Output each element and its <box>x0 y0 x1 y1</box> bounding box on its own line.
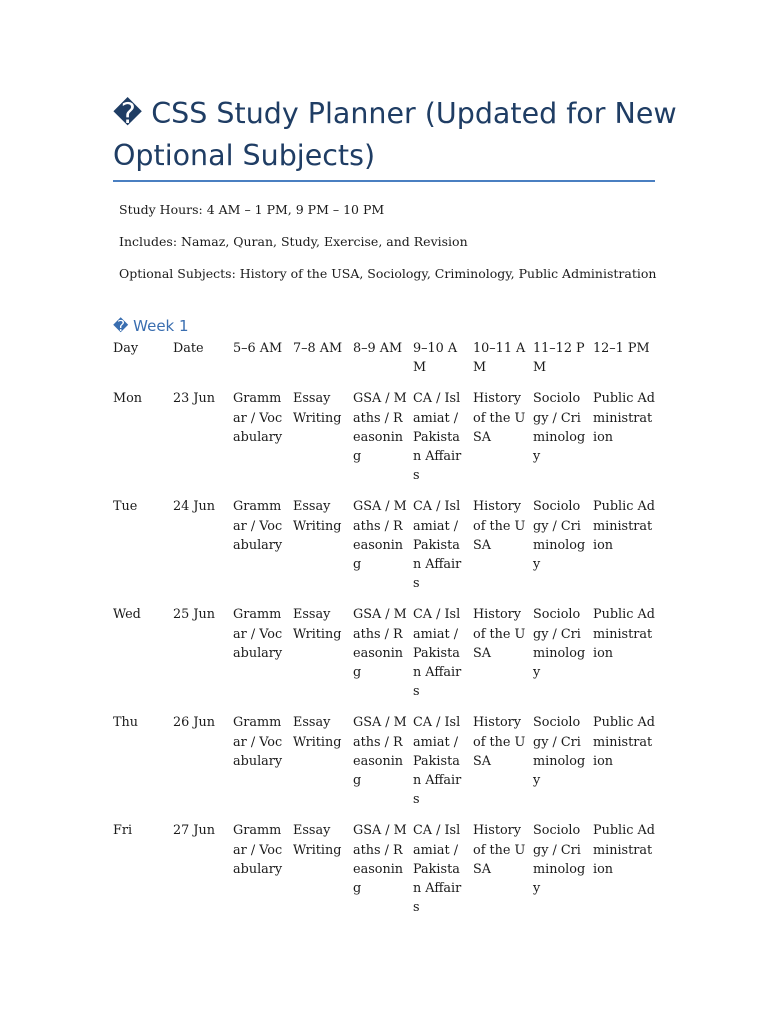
table-header-row <box>113 339 661 389</box>
slot-cell: GSA / Maths / Reasoning <box>353 823 407 897</box>
table-header <box>113 339 661 389</box>
header-slot-9-10-am: 9–10 AM <box>413 341 458 376</box>
header-slot-5-6-am: 5–6 AM <box>233 341 283 356</box>
table-row <box>113 605 661 713</box>
date-cell: 23 Jun <box>173 391 215 407</box>
slot-cell: Grammar / Vocabulary <box>233 499 283 553</box>
slot-cell: CA / Islamiat / Pakistan Affairs <box>413 607 462 700</box>
day-cell: Mon <box>113 391 143 407</box>
slot-cell: Grammar / Vocabulary <box>233 715 283 769</box>
table-row <box>113 389 661 497</box>
study-hours-text: Study Hours: 4 AM – 1 PM, 9 PM – 10 PM <box>119 202 385 217</box>
slot-cell: History of the USA <box>473 715 526 769</box>
slot-cell: Sociology / Criminology <box>533 391 586 465</box>
day-cell: Tue <box>113 499 138 515</box>
slot-cell: Grammar / Vocabulary <box>233 823 283 877</box>
day-cell: Fri <box>113 823 133 839</box>
slot-cell: Essay Writing <box>293 715 342 750</box>
slot-cell: Public Administration <box>593 499 655 553</box>
slot-cell: GSA / Maths / Reasoning <box>353 607 407 681</box>
slot-cell: History of the USA <box>473 823 526 877</box>
slot-cell: Essay Writing <box>293 499 342 534</box>
slot-cell: History of the USA <box>473 391 526 445</box>
slot-cell: GSA / Maths / Reasoning <box>353 391 407 465</box>
slot-cell: Sociology / Criminology <box>533 499 586 573</box>
slot-cell: Sociology / Criminology <box>533 823 586 897</box>
page-title-line-2: Optional Subjects) <box>113 139 376 172</box>
slot-cell: Sociology / Criminology <box>533 715 586 789</box>
slot-cell: GSA / Maths / Reasoning <box>353 715 407 789</box>
header-slot-8-9-am: 8–9 AM <box>353 341 403 356</box>
header-slot-12-1-pm: 12–1 PM <box>593 341 650 356</box>
slot-cell: Essay Writing <box>293 607 342 642</box>
day-cell: Thu <box>113 715 139 731</box>
optional-subjects-text: Optional Subjects: History of the USA, Sociology, Criminology, Public Administration <box>119 266 657 281</box>
slot-cell: CA / Islamiat / Pakistan Affairs <box>413 715 462 808</box>
header-slot-10-11-am: 10–11 AM <box>473 341 526 376</box>
slot-cell: Public Administration <box>593 391 655 445</box>
title-divider <box>113 180 655 182</box>
slot-cell: Grammar / Vocabulary <box>233 607 283 661</box>
slot-cell: History of the USA <box>473 607 526 661</box>
date-cell: 27 Jun <box>173 823 215 839</box>
date-cell: 26 Jun <box>173 715 215 731</box>
date-cell: 25 Jun <box>173 607 215 623</box>
week-heading: � Week 1 <box>113 317 189 335</box>
slot-cell: History of the USA <box>473 499 526 553</box>
slot-cell: Public Administration <box>593 715 655 769</box>
table-row <box>113 713 661 821</box>
slot-cell: Essay Writing <box>293 823 342 858</box>
slot-cell: Sociology / Criminology <box>533 607 586 681</box>
table-body <box>113 389 661 929</box>
includes-text: Includes: Namaz, Quran, Study, Exercise, and Revision <box>119 234 468 249</box>
day-cell: Wed <box>113 607 141 623</box>
slot-cell: CA / Islamiat / Pakistan Affairs <box>413 391 462 484</box>
header-slot-11-12-pm: 11–12 PM <box>533 341 585 376</box>
slot-cell: GSA / Maths / Reasoning <box>353 499 407 573</box>
table-row <box>113 821 661 929</box>
slot-cell: CA / Islamiat / Pakistan Affairs <box>413 823 462 916</box>
slot-cell: Public Administration <box>593 607 655 661</box>
page-title-line-1: � CSS Study Planner (Updated for New <box>113 97 677 130</box>
slot-cell: Essay Writing <box>293 391 342 426</box>
page-title <box>113 93 677 177</box>
header-date: Date <box>173 341 204 356</box>
slot-cell: Grammar / Vocabulary <box>233 391 283 445</box>
header-slot-7-8-am: 7–8 AM <box>293 341 343 356</box>
study-planner-table <box>113 339 661 929</box>
slot-cell: Public Administration <box>593 823 655 877</box>
date-cell: 24 Jun <box>173 499 215 515</box>
slot-cell: CA / Islamiat / Pakistan Affairs <box>413 499 462 592</box>
header-day: Day <box>113 341 139 356</box>
table-row <box>113 497 661 605</box>
